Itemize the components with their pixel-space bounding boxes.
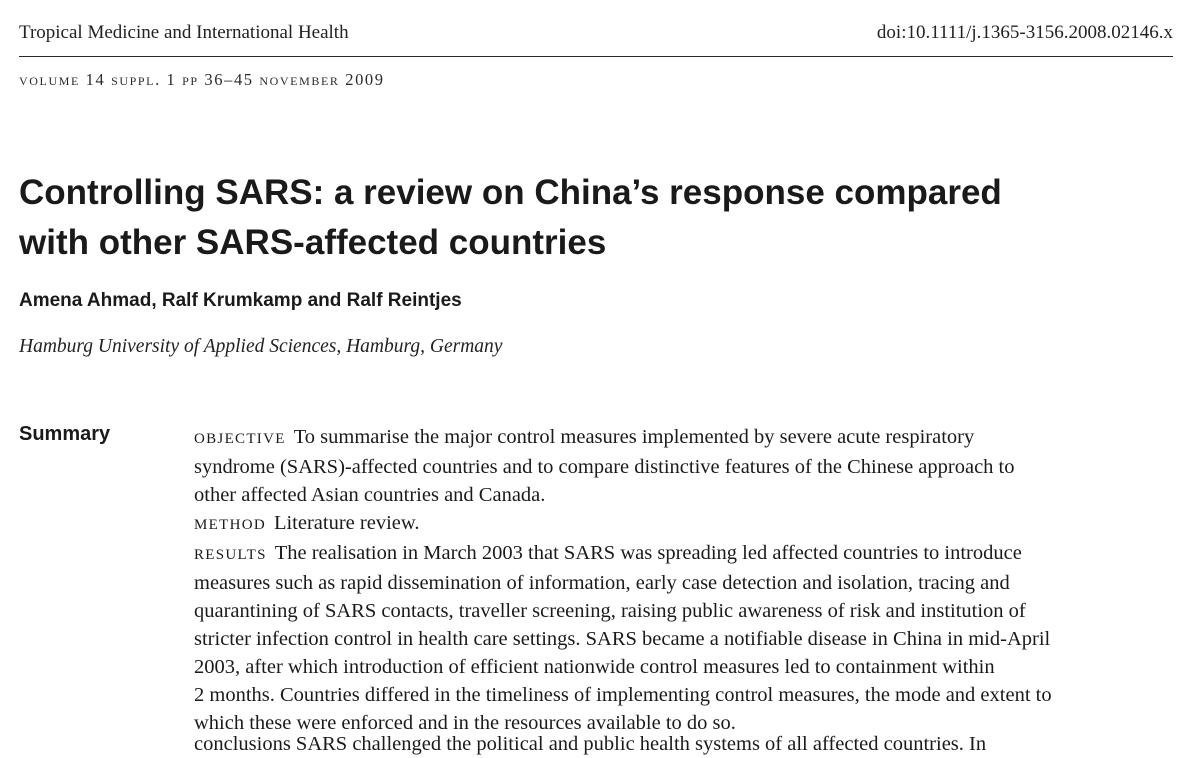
summary-heading: Summary [19, 423, 111, 445]
journal-name: Tropical Medicine and International Health [19, 22, 349, 43]
abstract-line: 2003, after which introduction of efficient nationwide control measures led to containment within [194, 656, 995, 678]
abstract-line [194, 423, 1184, 453]
abstract-line [194, 509, 1184, 539]
results-heading: RESULTS [194, 547, 267, 563]
abstract-line: 2 months. Countries differed in the timeliness of implementing control measures, the mode and extent to [194, 684, 1052, 706]
abstract-line: quarantining of SARS contacts, traveller screening, raising public awareness of risk and institution of [194, 600, 1026, 622]
affiliation: Hamburg University of Applied Sciences, Hamburg, Germany [19, 336, 503, 357]
author-list: Amena Ahmad, Ralf Krumkamp and Ralf Reintjes [19, 290, 462, 311]
abstract-line: stricter infection control in health care settings. SARS became a notifiable disease in China in mid-April [194, 628, 1051, 650]
abstract-line: which these were enforced and in the resources available to do so. [194, 712, 736, 734]
header-divider [19, 56, 1173, 57]
volume-issue-line: volume 14 suppl. 1 pp 36–45 november 2009 [19, 70, 385, 89]
abstract-body [194, 423, 1184, 737]
method-text: Literature review. [273, 512, 420, 534]
partial-line-text: conclusions SARS challenged the political and public health systems of all affected countries. In [194, 733, 987, 755]
abstract-line [194, 539, 1184, 569]
method-heading: METHOD [194, 517, 266, 533]
results-text: The realisation in March 2003 that SARS was spreading led affected countries to introduce [274, 542, 1022, 564]
title-line: Controlling SARS: a review on China’s response compared [19, 173, 1002, 212]
article-title [19, 168, 1169, 268]
title-line: with other SARS-affected countries [19, 223, 607, 262]
doi-link[interactable]: doi:10.1111/j.1365-3156.2008.02146.x [876, 22, 1173, 43]
abstract-line: syndrome (SARS)-affected countries and to compare distinctive features of the Chinese approach to [194, 456, 1015, 478]
running-head [19, 22, 1173, 52]
objective-text: To summarise the major control measures implemented by severe acute respiratory [293, 426, 975, 448]
partial-next-line [194, 731, 1154, 755]
objective-heading: OBJECTIVE [194, 431, 286, 447]
abstract-line: measures such as rapid dissemination of information, early case detection and isolation, tracing and [194, 572, 1010, 594]
abstract-line: other affected Asian countries and Canada. [194, 484, 546, 506]
